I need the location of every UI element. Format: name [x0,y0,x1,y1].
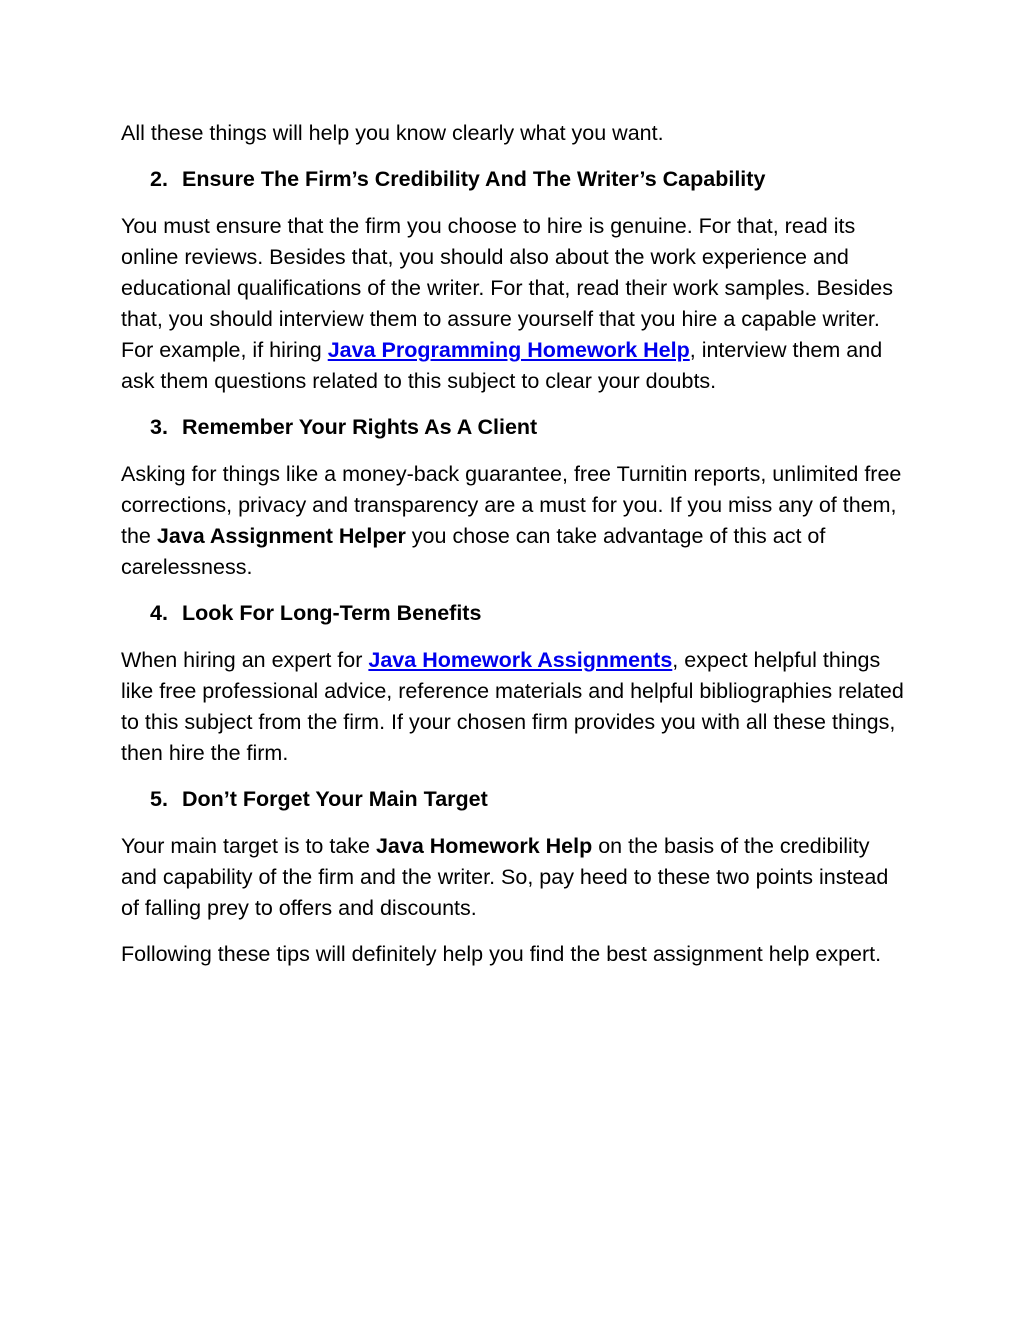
paragraph-text: You must ensure that the firm you choose to hire is genuine. For that, read its online reviews. Besides that, you should also about the work experience and educational qualifications of the writer. For that, read their work samples. Besides that, you should interview them to assure yourself that you hire a capable writer. For example, if hiring [121,214,893,362]
section-heading-3 [121,412,911,443]
section-heading-5 [121,784,911,815]
section-title: Look For Long-Term Benefits [182,601,482,625]
section-heading-2 [121,164,911,195]
section-paragraph-3 [121,459,911,583]
section-heading-4 [121,598,911,629]
section-paragraph-2 [121,211,911,397]
paragraph-text: , interview them and ask them questions related to this subject to clear your doubts. [121,338,883,393]
paragraph-text: When hiring an expert for [121,648,369,672]
section-title: Ensure The Firm’s Credibility And The Writer’s Capability [182,167,766,191]
closing-paragraph: Following these tips will definitely help you find the best assignment help expert. [121,942,882,966]
document-content [121,118,911,985]
section-title: Remember Your Rights As A Client [182,415,538,439]
list-number: 3. [150,415,168,439]
intro-paragraph: All these things will help you know clearly what you want. [121,121,664,145]
list-number: 5. [150,787,168,811]
paragraph-text: , expect helpful things like free professional advice, reference materials and helpful bibliographies related to this subject from the firm. If your chosen firm provides you with all these things, then hire the firm. [121,648,904,765]
paragraph-text: you chose can take advantage of this act of carelessness. [121,524,826,579]
bold-term: Java Homework Help [375,834,593,858]
section-paragraph-5 [121,831,911,924]
paragraph-text: Asking for things like a money-back guarantee, free Turnitin reports, unlimited free corrections, privacy and transparency are a must for you. If you miss any of them, the [121,462,902,548]
list-number: 2. [150,167,168,191]
java-programming-homework-help-link[interactable]: Java Programming Homework Help [327,338,690,362]
section-paragraph-4 [121,645,911,769]
list-number: 4. [150,601,168,625]
bold-term: Java Assignment Helper [156,524,406,548]
section-title: Don’t Forget Your Main Target [182,787,488,811]
paragraph-text: Your main target is to take [121,834,376,858]
java-homework-assignments-link[interactable]: Java Homework Assignments [368,648,673,672]
paragraph-text: on the basis of the credibility and capability of the firm and the writer. So, pay heed to these two points instead of falling prey to offers and discounts. [121,834,889,920]
